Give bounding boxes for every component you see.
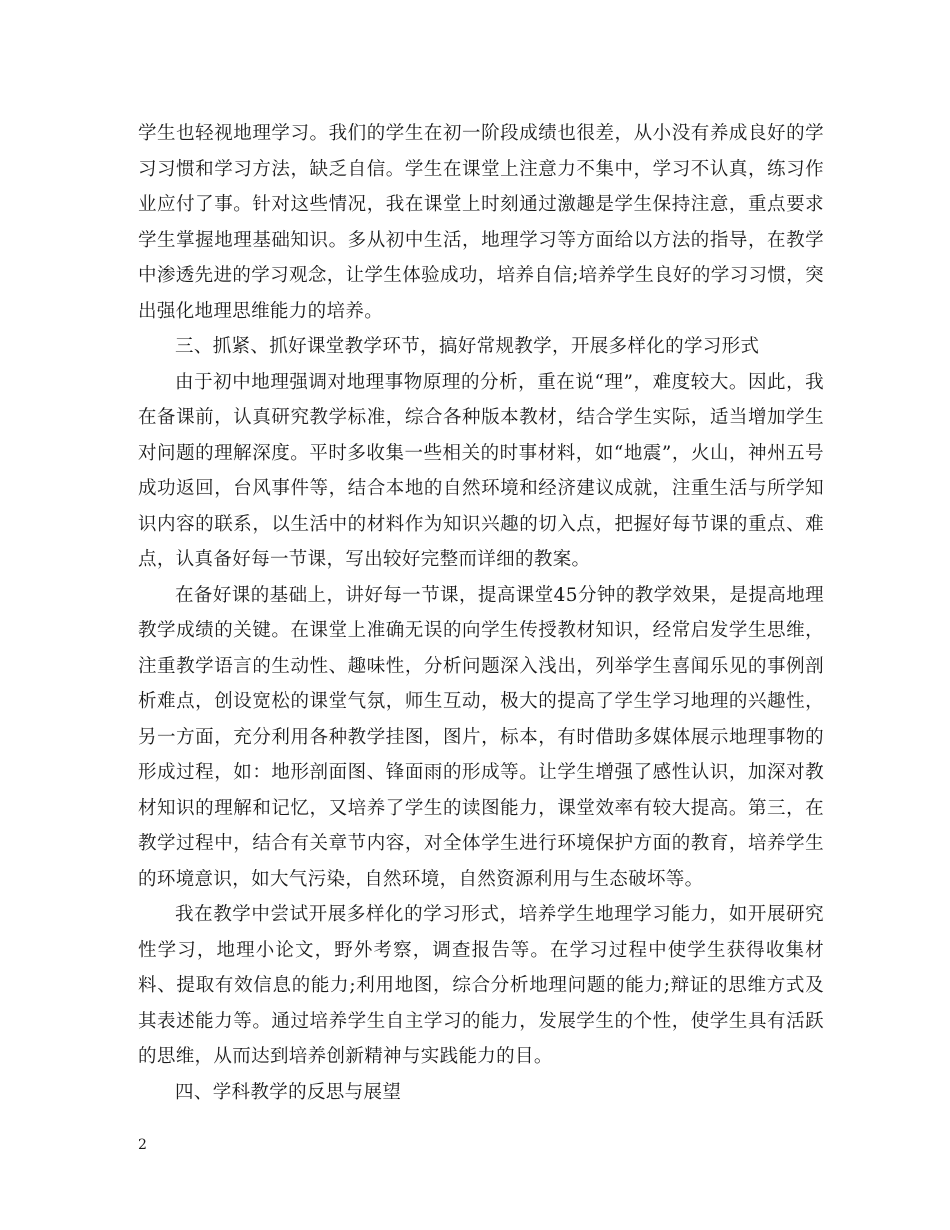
section-heading-four: 四、学科教学的反思与展望 — [175, 1081, 402, 1103]
paragraph-continuation: 学生也轻视地理学习。我们的学生在初一阶段成绩也很差，从小没有养成良好的学习习惯和学习方法，缺乏自信。学生在课堂上注意力不集中，学习不认真，练习作业应付了事。针对这些情况，我在课堂上时刻通过激趣是学生保持注意，重点要求学生掌握地理基础知识。多从初中生活，地理学习等方面给以方法的指导，在教学中渗透先进的学习观念，让学生体验成功，培养自信;培养学生良好的学习习惯，突出强化地理思维能力的培养。 — [138, 123, 824, 322]
section-heading-three: 三、抓紧、抓好课堂教学环节，搞好常规教学，开展多样化的学习形式 — [175, 336, 760, 357]
paragraph-lesson-preparation: 由于初中地理强调对地理事物原理的分析，重在说“理”，难度较大。因此，我在备课前，认真研究教学标准，综合各种版本教材，结合学生实际，适当增加学生对问题的理解深度。平时多收集一些相关的时事材料，如“地震”，火山，神州五号成功返回，台风事件等，结合本地的自然环境和经济建议成就，注重生活与所学知识内容的联系，以生活中的材料作为知识兴趣的切入点，把握好每节课的重点、难点，认真备好每一节课，写出较好完整而详细的教案。 — [138, 371, 824, 570]
paragraph-learning-forms: 我在教学中尝试开展多样化的学习形式，培养学生地理学习能力，如开展研究性学习，地理小论文，野外考察，调查报告等。在学习过程中使学生获得收集材料、提取有效信息的能力;利用地图，综合分析地理问题的能力;辩证的思维方式及其表述能力等。通过培养学生自主学习的能力，发展学生的个性，使学生具有活跃的思维，从而达到培养创新精神与实践能力的目。 — [138, 904, 824, 1067]
document-body — [138, 116, 824, 1110]
paragraph-classroom-teaching: 在备好课的基础上，讲好每一节课，提高课堂45分钟的教学效果，是提高地理教学成绩的关键。在课堂上准确无误的向学生传授教材知识，经常启发学生思维，注重教学语言的生动性、趣味性，分析问题深入浅出，列举学生喜闻乐见的事例剖析难点，创设宽松的课堂气氛，师生互动，极大的提高了学生学习地理的兴趣性，另一方面，充分利用各种教学挂图，图片，标本，有时借助多媒体展示地理事物的形成过程，如：地形剖面图、锋面雨的形成等。让学生增强了感性认识，加深对教材知识的理解和记忆，又培养了学生的读图能力，课堂效率有较大提高。第三，在教学过程中，结合有关章节内容，对全体学生进行环境保护方面的教育，培养学生的环境意识，如大气污染，自然环境，自然资源利用与生态破坏等。 — [138, 584, 824, 890]
page-number: 2 — [138, 1137, 147, 1153]
